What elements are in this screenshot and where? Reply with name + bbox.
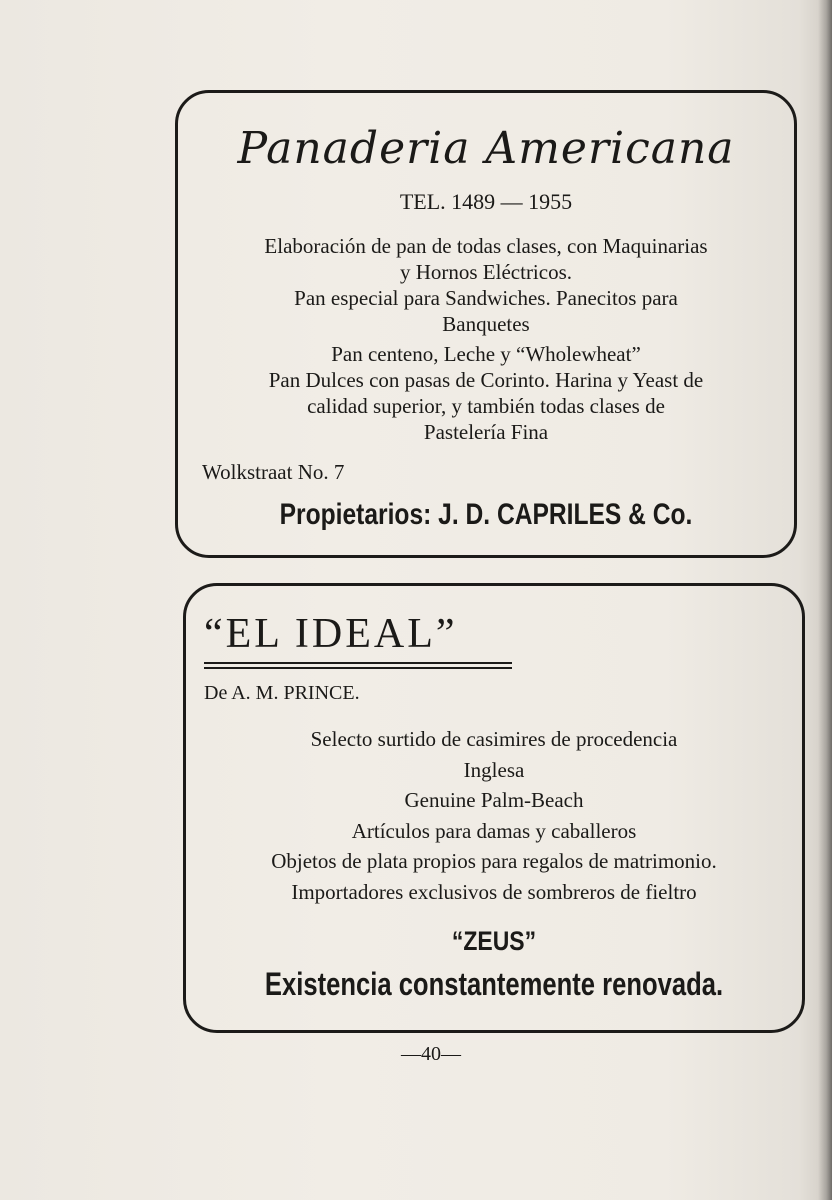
merchandise-line: Importadores exclusivos de sombreros de fieltro	[291, 879, 697, 904]
merchandise-block	[186, 724, 802, 907]
proprietors-line: Propietarios: J. D. CAPRILES & Co.	[279, 498, 693, 531]
title-underline	[204, 667, 512, 669]
telephone-line: TEL. 1489 — 1955	[399, 189, 573, 214]
description-line: Elaboración de pan de todas clases, con Maquinarias	[264, 234, 708, 258]
merchandise-line: Artículos para damas y caballeros	[351, 818, 637, 843]
merchandise-line: Objetos de plata propios para regalos de matrimonio.	[271, 849, 717, 873]
brand-name: “ZEUS”	[451, 926, 537, 956]
page-number: —40—	[401, 1043, 461, 1065]
owner-line: De A. M. PRINCE.	[204, 682, 360, 704]
product-line: Pastelería Fina	[423, 420, 549, 444]
tagline: Existencia constantemente renovada.	[264, 966, 724, 1002]
description-line: Banquetes	[442, 312, 530, 336]
el-ideal-ad	[183, 583, 805, 1033]
panaderia-americana-ad	[175, 90, 797, 558]
title-underline	[204, 662, 512, 664]
description-block	[178, 233, 794, 337]
ad-title: “EL IDEAL”	[204, 611, 458, 657]
merchandise-line: Selecto surtido de casimires de procedencia	[310, 727, 678, 751]
merchandise-line: Inglesa	[463, 757, 525, 782]
product-line: calidad superior, y también todas clases de	[307, 394, 665, 418]
product-line: Pan centeno, Leche y “Wholewheat”	[331, 342, 641, 366]
address: Wolkstraat No. 7	[202, 460, 345, 484]
description-line: y Hornos Eléctricos.	[399, 260, 573, 284]
page-edge-shadow	[818, 0, 832, 1200]
ad-title: Panaderia Americana	[237, 123, 735, 174]
products-block	[178, 341, 794, 445]
product-line: Pan Dulces con pasas de Corinto. Harina y Yeast de	[268, 368, 704, 392]
merchandise-line: Genuine Palm-Beach	[404, 788, 584, 812]
description-line: Pan especial para Sandwiches. Panecitos para	[294, 286, 678, 310]
